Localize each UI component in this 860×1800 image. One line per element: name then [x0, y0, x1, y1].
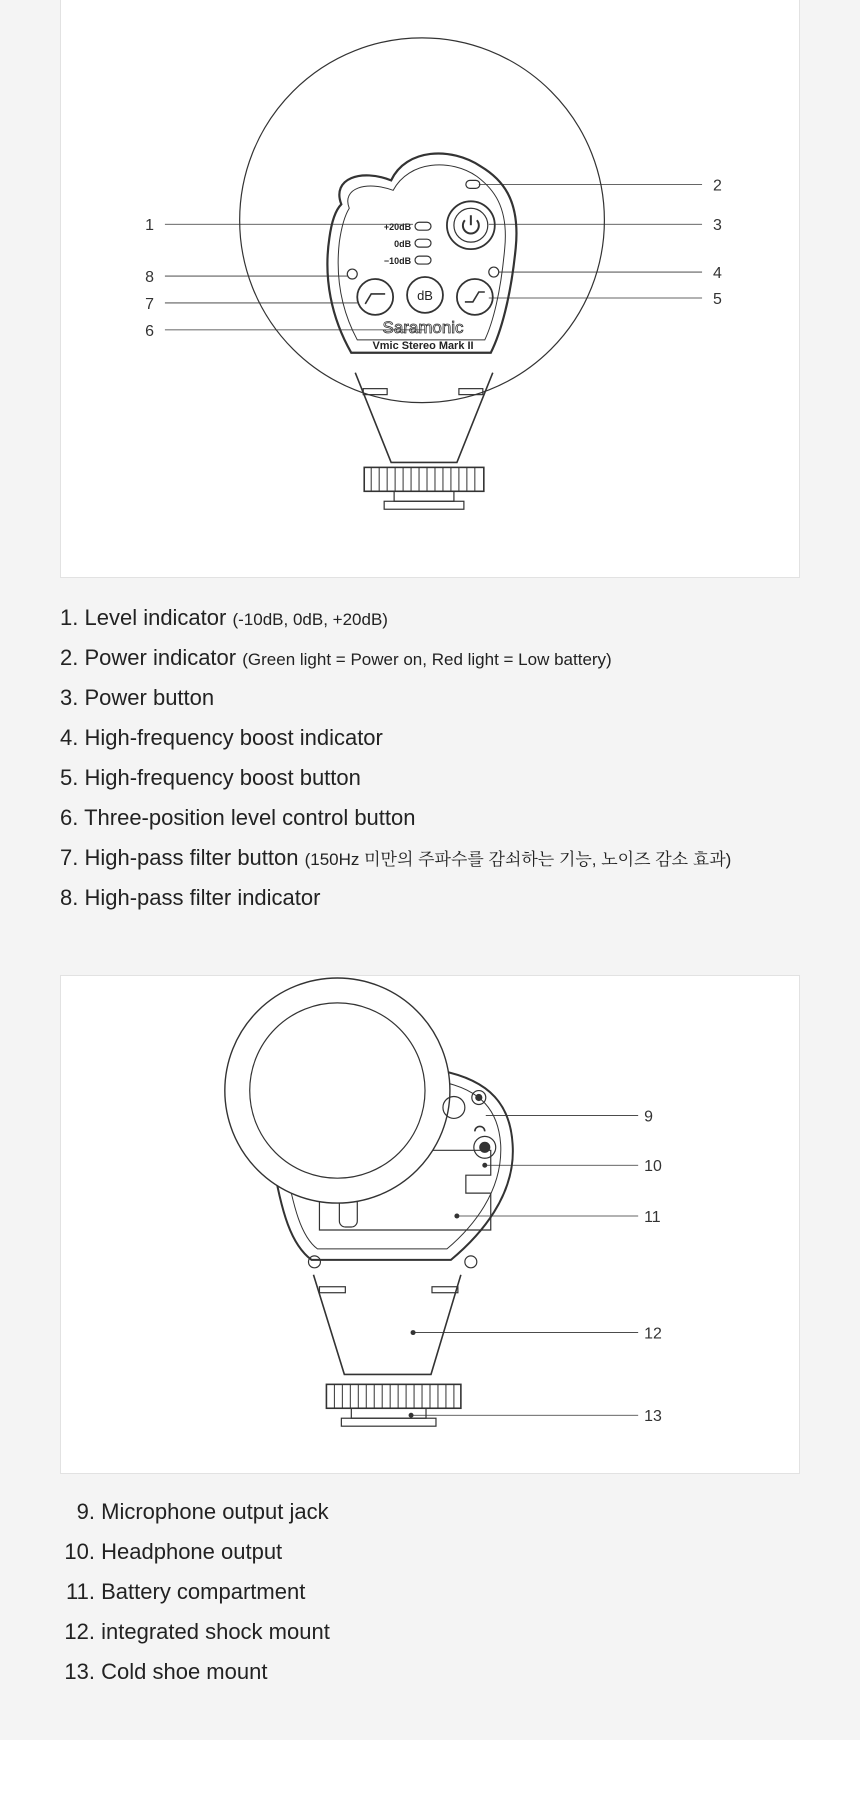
brand-logo: Saramonic [382, 317, 464, 337]
callout-1: 1 [145, 217, 154, 235]
cold-shoe-base [394, 491, 454, 501]
mic-output-jack-core [476, 1095, 482, 1101]
callout-2: 2 [713, 177, 722, 195]
front-diagram-panel [60, 0, 800, 578]
list-item: 7. High-pass filter button (150Hz 미만의 주파수를 감쇠하는 기능, 노이즈 감소 효과) [60, 845, 732, 870]
wheel-knurl [334, 1384, 454, 1408]
shock-mount [313, 1275, 460, 1375]
list-item: 6. Three-position level control button [60, 805, 416, 830]
screw-right [465, 1256, 477, 1268]
callout-8: 8 [145, 269, 154, 287]
hpf-indicator [347, 269, 357, 279]
callout-10: 10 [644, 1158, 662, 1176]
list-item: 4. High-frequency boost indicator [60, 725, 383, 750]
list-item: 11. Battery compartment [66, 1579, 306, 1604]
screw-left [308, 1256, 320, 1268]
hf-boost-button [457, 279, 493, 315]
power-indicator [466, 180, 480, 188]
led-label-minus10: −10dB [383, 256, 412, 267]
cold-shoe-wheel [326, 1384, 460, 1408]
callout-6: 6 [145, 322, 154, 340]
level-button-label: dB [417, 287, 433, 303]
cold-shoe-base [351, 1408, 426, 1418]
list-item: 5. High-frequency boost button [60, 765, 361, 790]
hf-boost-indicator [489, 267, 499, 277]
list-item: 10. Headphone output [64, 1539, 283, 1564]
hpf-button [357, 279, 393, 315]
mount-clip-left [319, 1287, 345, 1293]
side-diagram-panel [60, 975, 800, 1474]
windscreen-inner [250, 1003, 425, 1178]
model-name: Vmic Stereo Mark II [372, 339, 474, 352]
led-plus20 [415, 222, 431, 230]
mount-clip-right [432, 1287, 458, 1293]
list-item: 2. Power indicator (Green light = Power on, Red light = Low battery) [60, 645, 612, 670]
cold-shoe-plate [341, 1418, 436, 1426]
page-footer-area [0, 1740, 860, 1800]
callout-3: 3 [713, 217, 722, 235]
led-label-zero: 0dB [394, 239, 412, 250]
hpf-icon [365, 294, 385, 304]
callout-11: 11 [644, 1209, 661, 1227]
front-parts-list [60, 598, 731, 918]
callout-7: 7 [145, 295, 154, 313]
led-label-plus20: +20dB [383, 222, 412, 233]
list-item: 1. Level indicator (-10dB, 0dB, +20dB) [60, 605, 388, 630]
side-parts-list [60, 1492, 330, 1692]
callout-13: 13 [644, 1408, 662, 1426]
headphone-jack [480, 1142, 490, 1152]
headphone-icon [475, 1126, 485, 1131]
shock-mount [355, 373, 493, 463]
wheel-knurl [371, 467, 475, 491]
cold-shoe-plate [384, 501, 464, 509]
front-view-diagram [61, 0, 799, 577]
cold-shoe-wheel [364, 467, 484, 491]
callout-4: 4 [713, 265, 722, 283]
hf-boost-icon [465, 292, 485, 302]
list-item: 13. Cold shoe mount [64, 1659, 268, 1684]
callout-12: 12 [644, 1325, 662, 1343]
list-item: 9. Microphone output jack [76, 1499, 329, 1524]
list-item: 12. integrated shock mount [64, 1619, 330, 1644]
list-item: 8. High-pass filter indicator [60, 885, 321, 910]
callout-9: 9 [644, 1108, 653, 1126]
list-item: 3. Power button [60, 685, 215, 710]
callout-5: 5 [713, 290, 722, 308]
led-zero [415, 239, 431, 247]
side-view-diagram [61, 976, 799, 1473]
led-minus10 [415, 256, 431, 264]
